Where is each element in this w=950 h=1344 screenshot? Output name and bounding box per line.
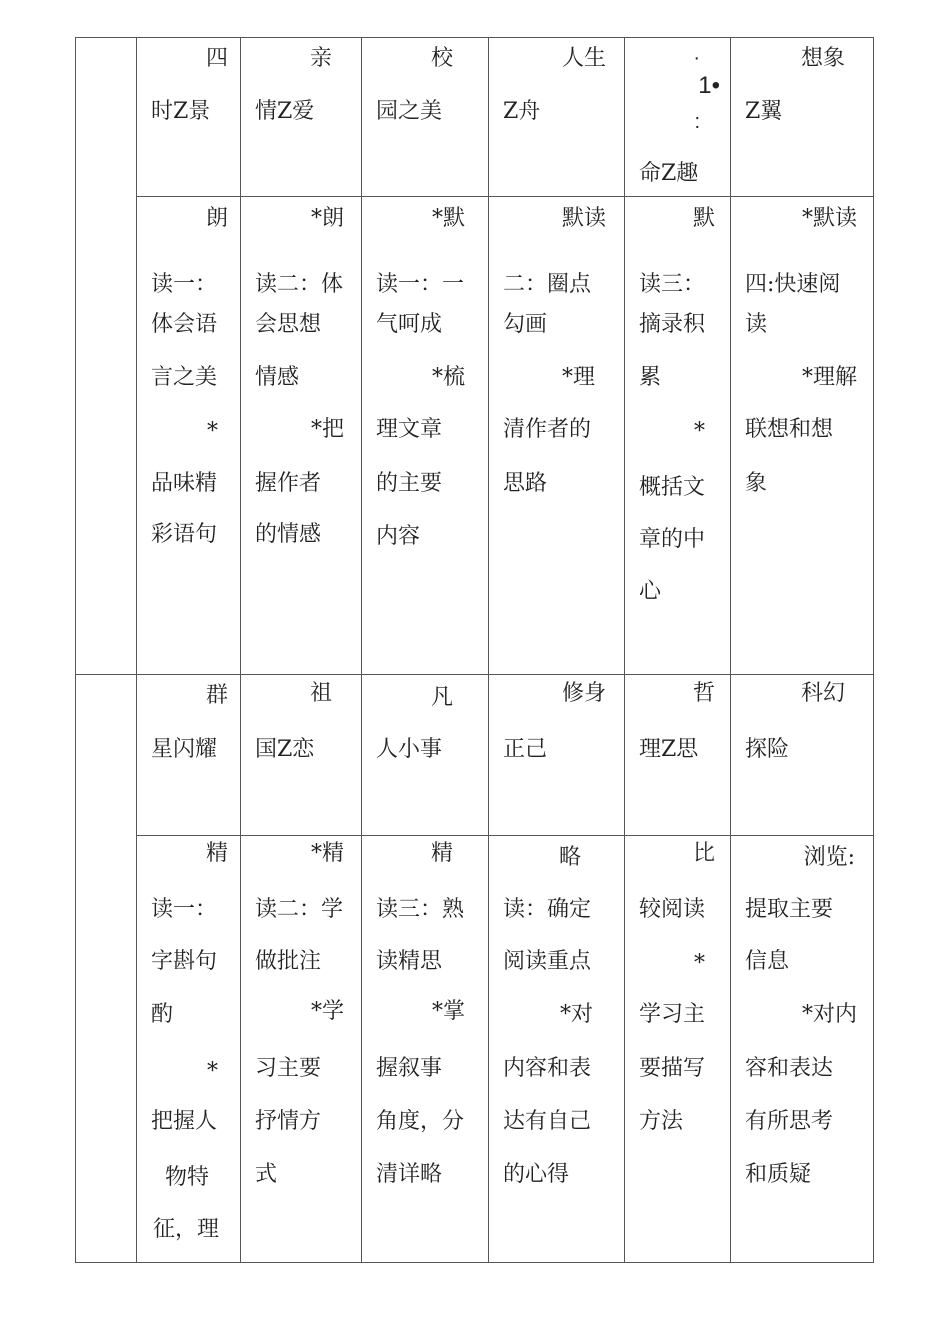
cell-line: 读精思 bbox=[376, 949, 443, 974]
cell-line: 思路 bbox=[503, 471, 548, 496]
row-divider bbox=[137, 835, 874, 836]
cell-line: 命Z趣 bbox=[639, 161, 699, 186]
cell-line: 情Z爱 bbox=[255, 99, 315, 124]
table-border-bottom bbox=[75, 1262, 874, 1263]
cell-line: 征，理 bbox=[153, 1217, 220, 1242]
cell-line: 亲 bbox=[309, 46, 332, 71]
cell-line: 读三： bbox=[639, 272, 706, 297]
cell-line: 祖 bbox=[309, 681, 332, 706]
cell-line: *朗 bbox=[310, 206, 344, 231]
cell-line: * bbox=[207, 1059, 218, 1084]
cell-line: 勾画 bbox=[503, 312, 548, 337]
cell-line: 想象 bbox=[800, 46, 845, 71]
cell-line: *对 bbox=[559, 1002, 593, 1027]
cell-line: 读一：一 bbox=[376, 272, 465, 297]
cell-line: 的心得 bbox=[503, 1162, 570, 1187]
row-divider bbox=[137, 196, 874, 197]
cell-line: 人小事 bbox=[376, 737, 443, 762]
section-divider bbox=[75, 674, 874, 675]
cell-line: 学习主 bbox=[639, 1002, 706, 1027]
cell-line: 酌 bbox=[151, 1002, 174, 1027]
cell-line: 探险 bbox=[745, 737, 790, 762]
cell-line: 联想和想 bbox=[745, 417, 834, 442]
cell-line: 有所思考 bbox=[745, 1109, 834, 1134]
column-divider bbox=[361, 37, 362, 1263]
cell-line: 读一： bbox=[151, 272, 218, 297]
column-divider bbox=[136, 37, 137, 1263]
cell-line: 握作者 bbox=[255, 471, 322, 496]
table-border-top bbox=[75, 37, 874, 38]
cell-line: 读二：体 bbox=[255, 272, 344, 297]
cell-line: *默读 bbox=[801, 206, 857, 231]
column-divider bbox=[624, 37, 625, 1263]
cell-line: 园之美 bbox=[376, 99, 443, 124]
cell-line: 物特 bbox=[165, 1165, 210, 1190]
cell-line: *把 bbox=[310, 417, 344, 442]
cell-line: 浏览: bbox=[803, 845, 855, 870]
cell-line: 精 bbox=[430, 841, 453, 866]
cell-line: 心 bbox=[639, 579, 662, 604]
cell-line: 读 bbox=[745, 312, 768, 337]
cell-line: 默读 bbox=[561, 206, 606, 231]
cell-line: 概括文 bbox=[639, 475, 706, 500]
cell-line: 清作者的 bbox=[503, 417, 592, 442]
cell-line: 象 bbox=[745, 471, 768, 496]
cell-line: 章的中 bbox=[639, 527, 706, 552]
cell-line: 略 bbox=[558, 845, 581, 870]
cell-line: 精 bbox=[205, 841, 228, 866]
cell-line: · bbox=[693, 47, 700, 69]
cell-line: Z翼 bbox=[745, 99, 783, 124]
cell-line: 阅读重点 bbox=[503, 949, 592, 974]
cell-line: 较阅读 bbox=[639, 897, 706, 922]
cell-line: 人生 bbox=[561, 46, 606, 71]
cell-line: 彩语句 bbox=[151, 522, 218, 547]
cell-line: 的情感 bbox=[255, 522, 322, 547]
cell-line: Z舟 bbox=[503, 99, 541, 124]
cell-line: 抒情方 bbox=[255, 1109, 322, 1134]
cell-line: 容和表达 bbox=[745, 1056, 834, 1081]
cell-line: 凡 bbox=[430, 685, 453, 710]
cell-line: 星闪耀 bbox=[151, 737, 218, 762]
cell-line: * bbox=[207, 419, 218, 444]
cell-line: 信息 bbox=[745, 949, 790, 974]
cell-line: 哲 bbox=[692, 681, 715, 706]
section-label-cell bbox=[76, 38, 136, 674]
cell-line: 内容 bbox=[376, 524, 421, 549]
cell-line: 言之美 bbox=[151, 365, 218, 390]
cell-line: 修身 bbox=[561, 681, 606, 706]
cell-line: 提取主要 bbox=[745, 897, 834, 922]
cell-line: 累 bbox=[639, 365, 662, 390]
cell-line: 校 bbox=[430, 46, 453, 71]
cell-line: 时Z景 bbox=[151, 99, 211, 124]
cell-line: 字斟句 bbox=[151, 949, 218, 974]
cell-line: 理文章 bbox=[376, 417, 443, 442]
cell-line: 清详略 bbox=[376, 1162, 443, 1187]
column-divider bbox=[730, 37, 731, 1263]
cell-line: 正己 bbox=[503, 737, 548, 762]
cell-line: * bbox=[694, 951, 705, 976]
cell-line: 读三：熟 bbox=[376, 897, 465, 922]
cell-line: 体会语 bbox=[151, 312, 218, 337]
column-divider bbox=[488, 37, 489, 1263]
column-divider bbox=[240, 37, 241, 1263]
cell-line: : bbox=[694, 111, 700, 133]
cell-line: *梳 bbox=[431, 365, 465, 390]
cell-line: 四 bbox=[205, 46, 228, 71]
cell-line: 内容和表 bbox=[503, 1056, 592, 1081]
cell-line: *掌 bbox=[431, 999, 465, 1024]
cell-line: 二：圈点 bbox=[503, 272, 592, 297]
cell-line: 和质疑 bbox=[745, 1162, 812, 1187]
cell-line: *精 bbox=[310, 841, 344, 866]
cell-line: 的主要 bbox=[376, 471, 443, 496]
cell-line: * bbox=[694, 419, 705, 444]
cell-line: 角度，分 bbox=[376, 1109, 465, 1134]
cell-line: 式 bbox=[255, 1162, 278, 1187]
cell-line: 摘录积 bbox=[639, 312, 706, 337]
cell-line: 把握人 bbox=[151, 1109, 218, 1134]
cell-line: 1• bbox=[698, 72, 720, 99]
cell-line: 握叙事 bbox=[376, 1056, 443, 1081]
cell-line: 会思想 bbox=[255, 312, 322, 337]
cell-line: *理 bbox=[561, 365, 595, 390]
cell-line: 做批注 bbox=[255, 949, 322, 974]
cell-line: 读：确定 bbox=[503, 897, 592, 922]
cell-line: 比 bbox=[692, 841, 715, 866]
cell-line: 要描写 bbox=[639, 1056, 706, 1081]
section-label-cell bbox=[76, 675, 136, 1262]
cell-line: 习主要 bbox=[255, 1056, 322, 1081]
cell-line: 群 bbox=[205, 683, 228, 708]
cell-line: 方法 bbox=[639, 1109, 684, 1134]
cell-line: 达有自己 bbox=[503, 1109, 592, 1134]
cell-line: 国Z恋 bbox=[255, 737, 315, 762]
cell-line: 理Z思 bbox=[639, 737, 699, 762]
cell-line: 四:快速阅 bbox=[745, 272, 841, 297]
cell-line: 默 bbox=[692, 206, 715, 231]
cell-line: 读二：学 bbox=[255, 897, 344, 922]
cell-line: 朗 bbox=[205, 206, 228, 231]
cell-line: *默 bbox=[431, 206, 465, 231]
cell-line: *对内 bbox=[801, 1002, 857, 1027]
table-border-right bbox=[873, 37, 874, 1263]
cell-line: 读一： bbox=[151, 897, 218, 922]
cell-line: 科幻 bbox=[800, 681, 845, 706]
cell-line: 气呵成 bbox=[376, 312, 443, 337]
cell-line: *学 bbox=[310, 999, 344, 1024]
cell-line: 品味精 bbox=[151, 471, 218, 496]
cell-line: *理解 bbox=[801, 365, 857, 390]
cell-line: 情感 bbox=[255, 365, 300, 390]
